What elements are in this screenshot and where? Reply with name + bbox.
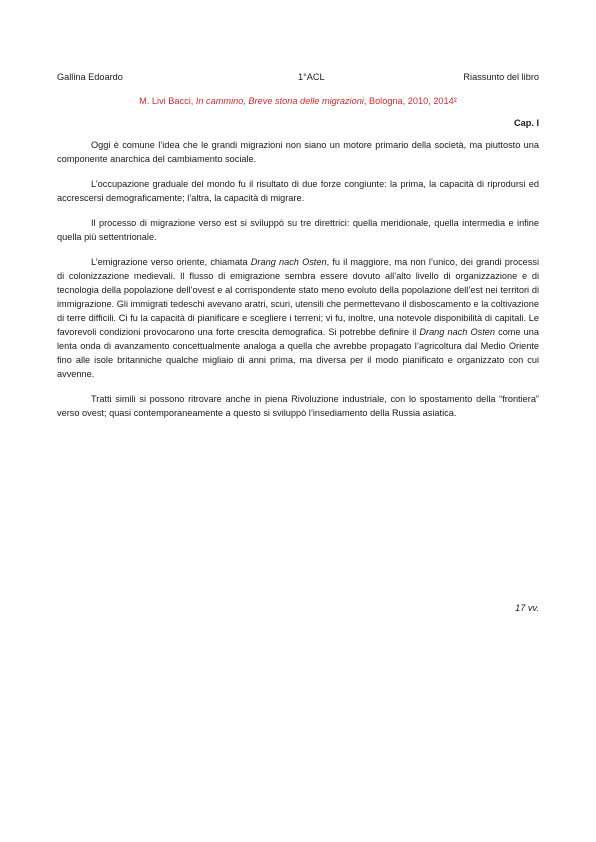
- paragraph-4: [57, 255, 539, 381]
- chapter-heading: Cap. I: [513, 118, 539, 128]
- document-header: [57, 70, 539, 84]
- paragraph-4-term-1: Drang nach Osten: [250, 257, 327, 267]
- author-name: Gallina Edoardo: [57, 72, 123, 82]
- citation-title: In cammino, Breve storia delle migrazioni: [195, 96, 364, 106]
- paragraph-5: Tratti simili si possono ritrovare anche in piena Rivoluzione industriale, con lo spostamento della “frontiera” verso ovest; quasi contemporaneamente a questo si sviluppò l’insediamento della Russia asiatica.: [57, 394, 539, 418]
- paragraph-2: L’occupazione graduale del mondo fu il risultato di due forze congiunte: la prima, la capacità di riprodursi ed accrescersi demograficamente; l’altra, la capacità di migrare.: [57, 179, 539, 203]
- document-page: [57, 70, 539, 431]
- paragraph-4-part-a: L’emigrazione verso oriente, chiamata: [91, 257, 251, 267]
- paragraph-4-part-b: , fu il maggiore, ma non l’unico, dei grandi processi di colonizzazione medievali. Il flusso di emigrazione sembra essere dovuto all’alto livello di organizzazione e di tecnologia della popolazione dell’ovest e al corrispondente stato meno evoluto della popolazione dell’est nei territori di immigrazione. Gli immigrati tedeschi avevano aratri, scuri, utensili che permettevano il disboscamento e la coltivazione di terre difficili. Ci fu la capacità di pianificare e scegliere i terreni; vi fu, inoltre, una notevole disponibilità di capitali. Le favorevoli condizioni provocarono una forte crescita demografica. Si potrebbe definire il: [57, 257, 539, 337]
- line-count-note: 17 vv.: [515, 603, 539, 613]
- class-label: 1°ACL: [298, 72, 325, 82]
- book-citation: [57, 94, 539, 108]
- paragraph-4-part-c: come una lenta onda di avanzamento concettualmente analoga a quella che avrebbe propagato l’agricoltura dal Medio Oriente fino alle isole britanniche qualche migliaio di anni prima, ma diversa per il modo pianificato e organizzato con cui avvenne.: [57, 327, 539, 379]
- citation-author: M. Livi Bacci,: [139, 96, 196, 106]
- paragraph-3: Il processo di migrazione verso est si sviluppò su tre direttrici: quella meridionale, quella intermedia e infine quella più settentrionale.: [57, 218, 539, 242]
- paragraph-1: Oggi è comune l’idea che le grandi migrazioni non siano un motore primario della società, ma piuttosto una componente anarchica del cambiamento sociale.: [57, 140, 539, 164]
- document-type: Riassunto del libro: [463, 72, 539, 82]
- citation-details: , Bologna, 2010, 2014²: [363, 96, 457, 106]
- summary-body: [57, 138, 539, 420]
- paragraph-4-term-2: Drang nach Osten: [419, 327, 496, 337]
